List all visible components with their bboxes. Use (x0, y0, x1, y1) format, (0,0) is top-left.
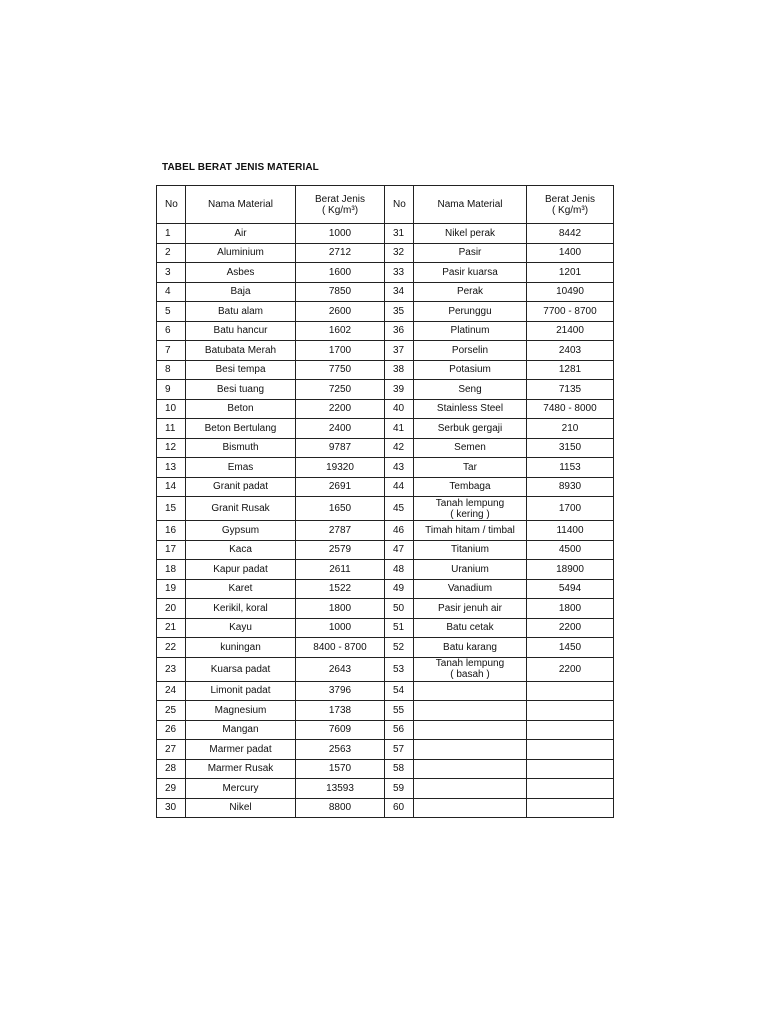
table-row (157, 399, 614, 419)
row-no-left: 4 (157, 282, 186, 302)
row-value-left: 7750 (296, 360, 385, 380)
row-name-right: Stainless Steel (414, 399, 527, 419)
table-row (157, 521, 614, 541)
header-density-unit: ( Kg/m³) (321, 204, 359, 216)
row-name-right: Tar (414, 458, 527, 478)
row-value-left: 1700 (296, 341, 385, 361)
row-value-left: 2400 (296, 419, 385, 439)
row-value-left: 2643 (296, 657, 385, 681)
row-value-right: 2403 (527, 341, 614, 361)
row-name-right: Potasium (414, 360, 527, 380)
table-body (157, 224, 614, 818)
row-name-right: Pasir kuarsa (414, 263, 527, 283)
row-no-left: 3 (157, 263, 186, 283)
row-value-right: 5494 (527, 579, 614, 599)
row-no-right: 57 (385, 740, 414, 760)
row-name-right: Serbuk gergaji (414, 419, 527, 439)
row-value-left: 2691 (296, 477, 385, 497)
row-no-right: 56 (385, 720, 414, 740)
row-value-left: 2611 (296, 560, 385, 580)
row-value-right: 10490 (527, 282, 614, 302)
row-no-right: 39 (385, 380, 414, 400)
row-no-left: 7 (157, 341, 186, 361)
row-no-left: 9 (157, 380, 186, 400)
row-no-right: 55 (385, 701, 414, 721)
table-title: TABEL BERAT JENIS MATERIAL (162, 162, 319, 173)
row-no-left: 2 (157, 243, 186, 263)
header-density-label: Berat Jenis (544, 193, 596, 205)
row-value-left: 1600 (296, 263, 385, 283)
row-name-right: Platinum (414, 321, 527, 341)
table-row (157, 263, 614, 283)
row-name-line1: Tanah lempung (435, 497, 505, 509)
row-name-line1: Tanah lempung (435, 658, 505, 669)
row-value-right (527, 759, 614, 779)
row-name-right: Semen (414, 438, 527, 458)
row-no-right: 37 (385, 341, 414, 361)
row-name-right (414, 657, 527, 681)
row-name-right: Batu cetak (414, 618, 527, 638)
row-name-right (414, 759, 527, 779)
row-value-right (527, 720, 614, 740)
row-name-left: Besi tempa (186, 360, 296, 380)
row-no-left: 11 (157, 419, 186, 439)
table-row (157, 243, 614, 263)
row-name-right (414, 779, 527, 799)
row-name-left: Aluminium (186, 243, 296, 263)
row-name-left: Asbes (186, 263, 296, 283)
row-no-right: 35 (385, 302, 414, 322)
row-no-right: 42 (385, 438, 414, 458)
row-name-right (414, 701, 527, 721)
row-no-right: 53 (385, 657, 414, 681)
material-density-table (156, 185, 614, 818)
row-value-left: 1602 (296, 321, 385, 341)
row-no-left: 14 (157, 477, 186, 497)
row-value-right: 2200 (527, 657, 614, 681)
header-no-right: No (385, 186, 414, 224)
row-value-right: 11400 (527, 521, 614, 541)
table-row (157, 599, 614, 619)
row-no-left: 22 (157, 638, 186, 658)
row-no-left: 13 (157, 458, 186, 478)
table-row (157, 458, 614, 478)
row-value-right: 7700 - 8700 (527, 302, 614, 322)
row-name-left: Karet (186, 579, 296, 599)
row-value-right: 7135 (527, 380, 614, 400)
row-name-line2: ( basah ) (450, 669, 490, 680)
row-name-right: Uranium (414, 560, 527, 580)
table-row (157, 779, 614, 799)
table-row (157, 740, 614, 760)
row-no-left: 16 (157, 521, 186, 541)
row-name-left: Emas (186, 458, 296, 478)
header-density-label: Berat Jenis (314, 193, 366, 205)
row-value-right: 1800 (527, 599, 614, 619)
row-name-left: Magnesium (186, 701, 296, 721)
table-row (157, 282, 614, 302)
row-no-right: 38 (385, 360, 414, 380)
row-name-left: Mangan (186, 720, 296, 740)
row-no-right: 59 (385, 779, 414, 799)
table-row (157, 419, 614, 439)
row-no-left: 6 (157, 321, 186, 341)
row-no-right: 45 (385, 497, 414, 521)
row-name-left: Kuarsa padat (186, 657, 296, 681)
row-value-left: 7609 (296, 720, 385, 740)
row-name-left: Marmer Rusak (186, 759, 296, 779)
row-value-left: 2579 (296, 540, 385, 560)
row-value-right: 1153 (527, 458, 614, 478)
row-no-left: 30 (157, 798, 186, 818)
row-no-left: 26 (157, 720, 186, 740)
table-row (157, 618, 614, 638)
table-row (157, 438, 614, 458)
row-no-right: 58 (385, 759, 414, 779)
header-name-left: Nama Material (186, 186, 296, 224)
row-no-right: 44 (385, 477, 414, 497)
row-no-left: 21 (157, 618, 186, 638)
row-name-left: Gypsum (186, 521, 296, 541)
row-name-right (414, 740, 527, 760)
header-density-left (296, 186, 385, 224)
row-no-left: 19 (157, 579, 186, 599)
row-no-right: 36 (385, 321, 414, 341)
table-row (157, 759, 614, 779)
row-no-right: 52 (385, 638, 414, 658)
row-name-right: Pasir (414, 243, 527, 263)
row-value-left: 2563 (296, 740, 385, 760)
row-no-left: 8 (157, 360, 186, 380)
row-value-right: 21400 (527, 321, 614, 341)
row-value-right (527, 681, 614, 701)
table-row (157, 302, 614, 322)
row-no-left: 17 (157, 540, 186, 560)
row-value-left: 7850 (296, 282, 385, 302)
row-no-left: 10 (157, 399, 186, 419)
row-value-right: 1700 (527, 497, 614, 521)
row-name-left: Kaca (186, 540, 296, 560)
table-row (157, 681, 614, 701)
row-no-right: 50 (385, 599, 414, 619)
row-value-left: 13593 (296, 779, 385, 799)
row-value-right: 18900 (527, 560, 614, 580)
row-value-left: 7250 (296, 380, 385, 400)
table-row (157, 657, 614, 681)
row-name-left: Besi tuang (186, 380, 296, 400)
row-name-right: Seng (414, 380, 527, 400)
header-name-right: Nama Material (414, 186, 527, 224)
table-row (157, 701, 614, 721)
row-value-right: 210 (527, 419, 614, 439)
row-value-left: 9787 (296, 438, 385, 458)
row-no-left: 18 (157, 560, 186, 580)
table-row (157, 360, 614, 380)
row-no-left: 25 (157, 701, 186, 721)
row-value-left: 1000 (296, 618, 385, 638)
table-row (157, 798, 614, 818)
row-value-left: 1650 (296, 497, 385, 521)
row-no-left: 15 (157, 497, 186, 521)
row-name-left: Granit padat (186, 477, 296, 497)
row-no-right: 34 (385, 282, 414, 302)
row-name-right: Titanium (414, 540, 527, 560)
row-name-right: Timah hitam / timbal (414, 521, 527, 541)
table-row (157, 477, 614, 497)
row-no-right: 41 (385, 419, 414, 439)
row-name-left: Kapur padat (186, 560, 296, 580)
row-name-right (414, 798, 527, 818)
row-value-left: 1570 (296, 759, 385, 779)
row-name-left: Marmer padat (186, 740, 296, 760)
row-name-line2: ( kering ) (450, 508, 490, 520)
row-name-right (414, 497, 527, 521)
row-name-left: Beton (186, 399, 296, 419)
row-name-left: Kerikil, koral (186, 599, 296, 619)
row-value-left: 2712 (296, 243, 385, 263)
row-no-left: 23 (157, 657, 186, 681)
row-no-left: 5 (157, 302, 186, 322)
row-value-right (527, 779, 614, 799)
row-name-right: Pasir jenuh air (414, 599, 527, 619)
table-row (157, 224, 614, 244)
row-value-right (527, 740, 614, 760)
row-name-left: Nikel (186, 798, 296, 818)
row-no-left: 20 (157, 599, 186, 619)
table-row (157, 560, 614, 580)
row-name-right: Vanadium (414, 579, 527, 599)
table-row (157, 497, 614, 521)
row-value-right: 3150 (527, 438, 614, 458)
row-name-left: Beton Bertulang (186, 419, 296, 439)
row-name-right: Porselin (414, 341, 527, 361)
table-row (157, 380, 614, 400)
header-row (157, 186, 614, 224)
table-row (157, 579, 614, 599)
row-value-left: 1800 (296, 599, 385, 619)
row-value-left: 8800 (296, 798, 385, 818)
row-name-left: Batu hancur (186, 321, 296, 341)
row-name-right (414, 681, 527, 701)
row-no-right: 51 (385, 618, 414, 638)
row-no-right: 46 (385, 521, 414, 541)
row-name-left: Batubata Merah (186, 341, 296, 361)
header-density-unit: ( Kg/m³) (551, 204, 589, 216)
row-value-left: 1000 (296, 224, 385, 244)
row-name-right: Batu karang (414, 638, 527, 658)
row-no-right: 40 (385, 399, 414, 419)
row-value-left: 8400 - 8700 (296, 638, 385, 658)
row-name-left: Limonit padat (186, 681, 296, 701)
row-value-left: 2787 (296, 521, 385, 541)
row-name-left: Granit Rusak (186, 497, 296, 521)
row-name-right: Perak (414, 282, 527, 302)
row-value-right: 7480 - 8000 (527, 399, 614, 419)
row-no-right: 31 (385, 224, 414, 244)
row-name-right: Tembaga (414, 477, 527, 497)
row-name-left: Air (186, 224, 296, 244)
row-no-right: 49 (385, 579, 414, 599)
table-row (157, 638, 614, 658)
row-no-left: 27 (157, 740, 186, 760)
row-value-right: 1400 (527, 243, 614, 263)
row-value-right: 8930 (527, 477, 614, 497)
row-value-right: 4500 (527, 540, 614, 560)
row-name-right (414, 720, 527, 740)
row-no-left: 29 (157, 779, 186, 799)
row-no-right: 47 (385, 540, 414, 560)
row-no-left: 1 (157, 224, 186, 244)
row-no-left: 24 (157, 681, 186, 701)
row-value-left: 1522 (296, 579, 385, 599)
row-value-right: 2200 (527, 618, 614, 638)
row-name-left: Bismuth (186, 438, 296, 458)
row-no-right: 60 (385, 798, 414, 818)
table-row (157, 720, 614, 740)
row-value-left: 3796 (296, 681, 385, 701)
row-value-right: 8442 (527, 224, 614, 244)
row-value-left: 2200 (296, 399, 385, 419)
row-name-right: Perunggu (414, 302, 527, 322)
row-value-right (527, 701, 614, 721)
table-row (157, 540, 614, 560)
row-no-right: 33 (385, 263, 414, 283)
header-no-left: No (157, 186, 186, 224)
row-no-left: 12 (157, 438, 186, 458)
row-no-right: 54 (385, 681, 414, 701)
row-value-left: 19320 (296, 458, 385, 478)
row-no-right: 43 (385, 458, 414, 478)
row-name-left: kuningan (186, 638, 296, 658)
table-row (157, 321, 614, 341)
row-value-left: 1738 (296, 701, 385, 721)
row-name-right: Nikel perak (414, 224, 527, 244)
row-value-right: 1201 (527, 263, 614, 283)
row-name-left: Mercury (186, 779, 296, 799)
row-no-right: 32 (385, 243, 414, 263)
table-row (157, 341, 614, 361)
row-name-left: Kayu (186, 618, 296, 638)
header-density-right (527, 186, 614, 224)
row-value-right: 1450 (527, 638, 614, 658)
row-no-right: 48 (385, 560, 414, 580)
row-no-left: 28 (157, 759, 186, 779)
row-value-left: 2600 (296, 302, 385, 322)
row-name-left: Baja (186, 282, 296, 302)
row-value-right: 1281 (527, 360, 614, 380)
row-name-left: Batu alam (186, 302, 296, 322)
row-value-right (527, 798, 614, 818)
